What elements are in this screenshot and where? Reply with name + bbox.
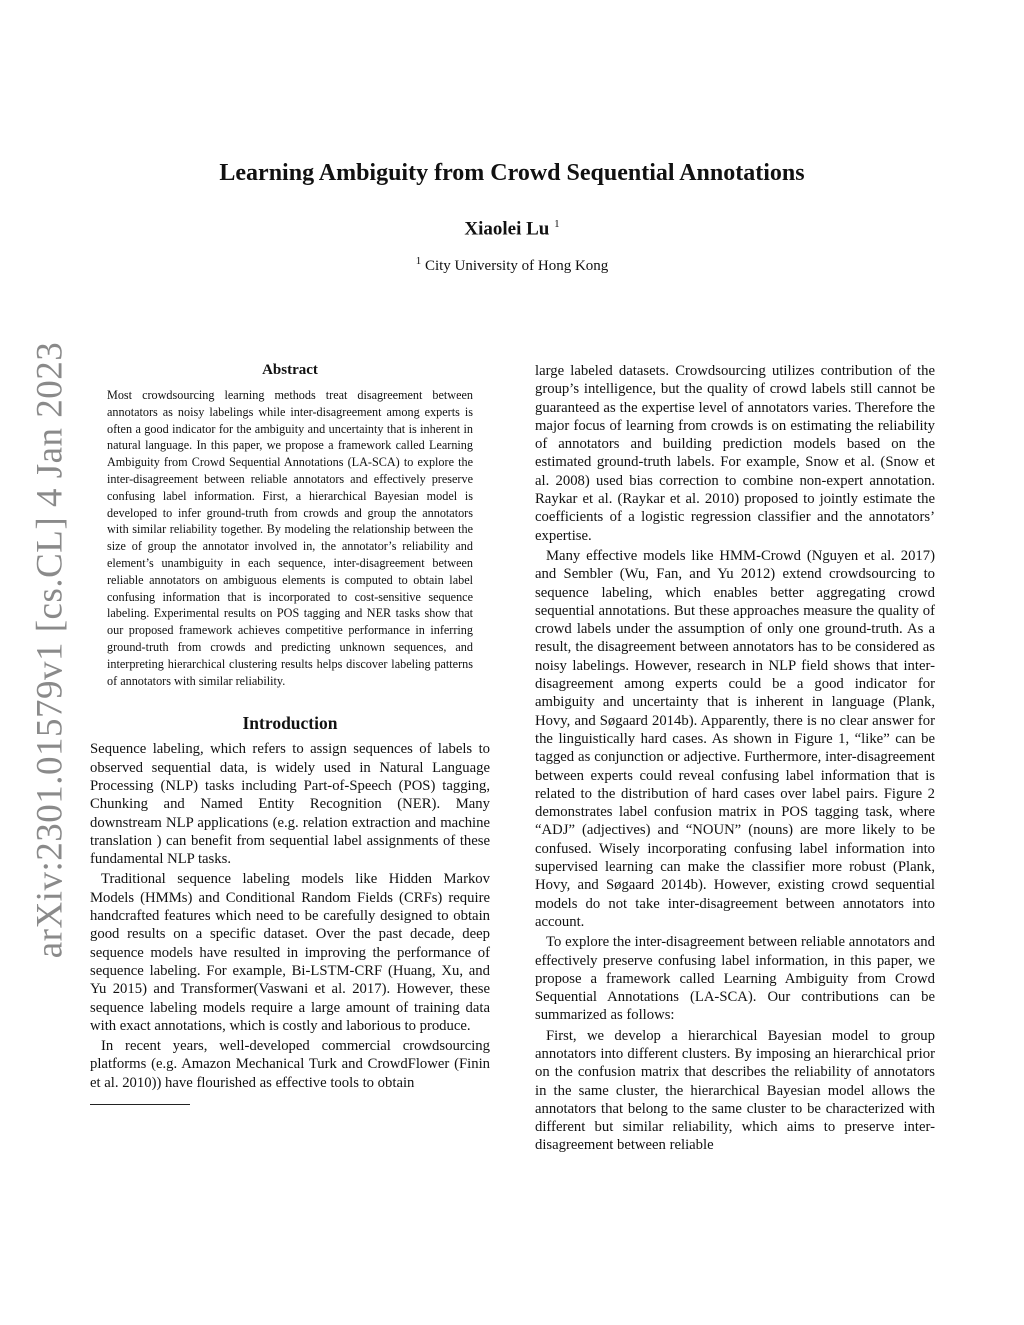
author-name: Xiaolei Lu: [464, 218, 550, 240]
body-paragraph: First, we develop a hierarchical Bayesian model to group annotators into different clusters. By imposing an hierarchical prior on the confusion matrix that describes the reliability of annotators in the same cluster, the hierarchical Bayesian model allows the annotators that belong to the same cluster to be characterized with different but similar reliability, which aims to preserve inter-disagreement between reliable: [535, 1027, 935, 1154]
paper-title: Learning Ambiguity from Crowd Sequential Annotations: [219, 160, 805, 186]
body-paragraph: Many effective models like HMM-Crowd (Nguyen et al. 2017) and Sembler (Wu, Fan, and Yu 2012) extend crowdsourcing to sequence labeling, which enables better aggregating crowd sequential annotations. But these approaches measure the quality of crowd labels under the assumption of only one ground-truth. As a result, the disagreement between annotators has to be considered as noisy labelings. However, research in NLP field shows that inter-disagreement among experts could be a good indicator for ambiguity and uncertainty that is inherent in language (Plank, Hovy, and Søgaard 2014b). Apparently, there is no clear answer for the linguistically hard cases. As shown in Figure 1, “like” can be tagged as conjunction or adjective. Furthermore, inter-disagreement between experts could reveal confusing label information that is related to the distribution of hard cases over label pairs. Figure 2 demonstrates label confusion matrix in POS tagging task, where “ADJ” (adjectives) and “NOUN” (nouns) are more likely to be confused. Wisely incorporating confusing label information into supervised learning can make the classifier more robust (Plank, Hovy, and Søgaard 2014b). However, existing crowd sequential models do not take inter-disagreement between annotators into account.: [535, 547, 935, 930]
body-paragraph: Traditional sequence labeling models like Hidden Markov Models (HMMs) and Conditional Random Fields (CRFs) require handcrafted features which need to be carefully designed to obtain good results on a specific dataset. Over the past decade, deep sequence models have resulted in improving the performance of sequence labeling. For example, Bi-LSTM-CRF (Huang, Xu, and Yu 2015) and Transformer(Vaswani et al. 2017). However, these sequence labeling models require a large amount of training data with exact annotations, which is costly and laborious to produce.: [90, 871, 490, 1034]
affiliation-line: [0, 255, 1024, 275]
author-line: [0, 218, 1024, 240]
introduction-heading: Introduction: [242, 713, 338, 734]
body-paragraph: To explore the inter-disagreement between reliable annotators and effectively preserve confusing label information, in this paper, we propose a framework called Learning Ambiguity from Crowd Sequential Annotations (LA-SCA). Our contributions can be summarized as follows:: [535, 934, 935, 1024]
abstract-heading: Abstract: [262, 362, 318, 378]
author-affiliation-mark: 1: [554, 218, 560, 230]
left-column: [90, 362, 490, 1105]
body-paragraph: In recent years, well-developed commercial crowdsourcing platforms (e.g. Amazon Mechanical Turk and CrowdFlower (Finin et al. 2010)) have flourished as effective tools to obtain: [90, 1038, 490, 1091]
abstract-text: Most crowdsourcing learning methods treat disagreement between annotators as noisy labelings while inter-disagreement among experts is often a good indicator for the ambiguity and uncertainty that is inherent in natural language. In this paper, we propose a framework called Learning Ambiguity from Crowd Sequential Annotations (LA-SCA) to explore the inter-disagreement between reliable annotators and effectively preserve confusing label information. First, a hierarchical Bayesian model is developed to infer ground-truth from crowds and group the annotators with similar reliability together. By modeling the relationship between the size of group the annotator involved in, the annotator’s reliability and element’s unambiguity in each sequence, inter-disagreement between reliable annotators on ambiguous elements is computed to obtain label confusing information that is incorporated to cost-sensitive sequence labeling. Experimental results on POS tagging and NER tasks show that our proposed framework achieves competitive performance in inferring ground-truth from crowds and predicting unknown sequences, and interpreting hierarchical clustering results helps discover labeling patterns of annotators with similar reliability.: [107, 388, 473, 688]
footnote-rule: [90, 1104, 190, 1105]
affiliation-mark: 1: [415, 255, 422, 267]
introduction-section: [90, 713, 490, 1092]
body-paragraph: Sequence labeling, which refers to assign sequences of labels to observed sequential data, is widely used in Natural Language Processing (NLP) tasks including Part-of-Speech (POS) tagging, Chunking and Named Entity Recognition (NER). Many downstream NLP applications (e.g. relation extraction and machine translation ) can benefit from sequential label assignments of these fundamental NLP tasks.: [90, 741, 490, 868]
affiliation-name: City University of Hong Kong: [424, 258, 609, 274]
right-column: [535, 362, 935, 1155]
body-paragraph: large labeled datasets. Crowdsourcing utilizes contribution of the group’s intelligence, but the quality of crowd labels still cannot be guaranteed as the expertise level of annotators varies. Therefore the major focus of learning from crowds is on estimating the reliability of annotators and building prediction models based on the estimated ground-truth labels. For example, Snow et al. (Snow et al. 2008) used bias correction to combine non-expert annotation. Raykar et al. (Raykar et al. 2010) proposed to jointly estimate the coefficients of a logistic regression classifier and the annotators’ expertise.: [535, 363, 935, 544]
abstract-section: [107, 362, 473, 689]
arxiv-identifier: arXiv:2301.01579v1 [cs.CL] 4 Jan 2023: [29, 341, 71, 959]
